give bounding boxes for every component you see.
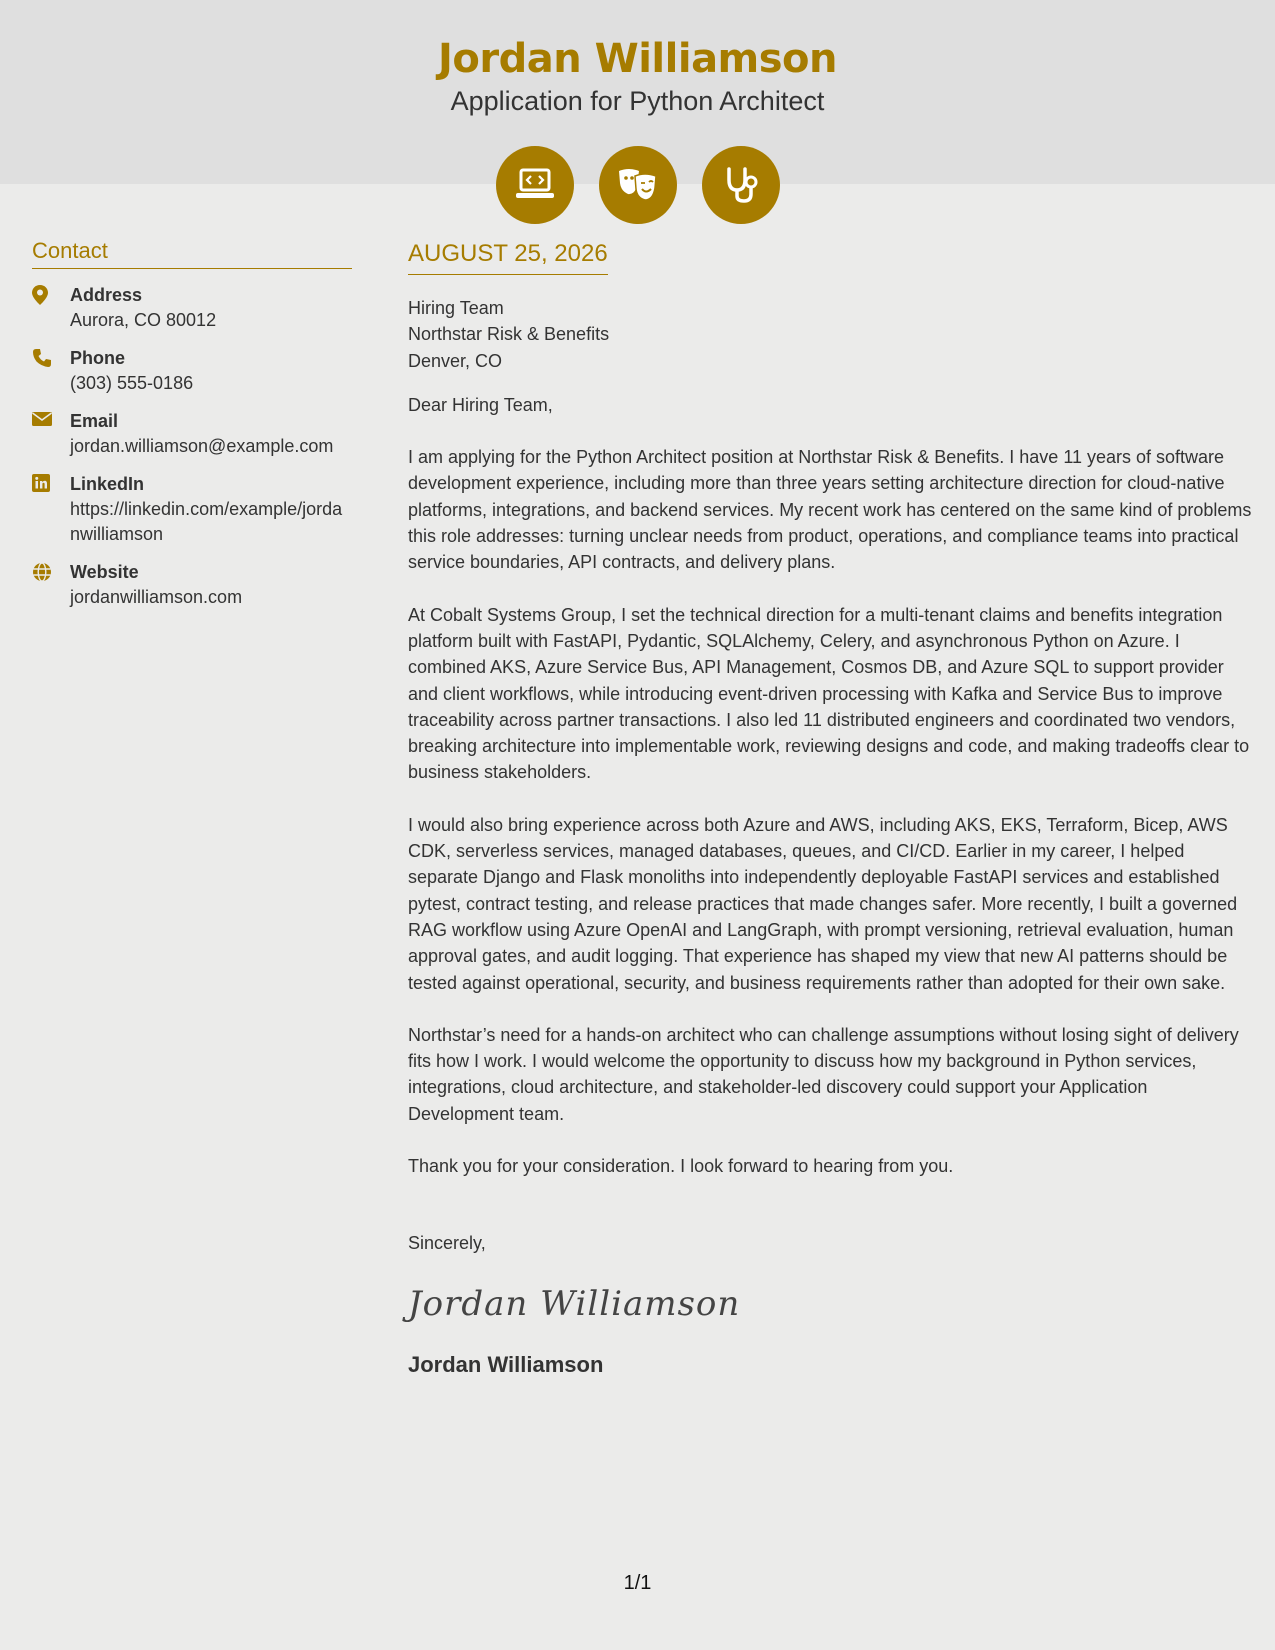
contact-title: Contact <box>32 238 352 269</box>
contact-item-email <box>32 409 352 459</box>
salutation: Dear Hiring Team, <box>408 394 553 415</box>
contact-value[interactable]: jordanwilliamson.com <box>70 587 243 607</box>
theater-masks-icon <box>599 146 677 224</box>
globe-icon <box>32 560 70 610</box>
recipient-line: Denver, CO <box>408 350 503 371</box>
letter-body <box>408 240 1253 1378</box>
recipient-line: Northstar Risk & Benefits <box>408 324 610 345</box>
closing: Sincerely, <box>408 1233 486 1254</box>
letter-paragraph: Northstar’s need for a hands-on architect who can challenge assumptions without losing sight of delivery fits how I work. I would welcome the opportunity to discuss how my background in Python services, integrations, cloud architecture, and stakeholder-led discovery could support your Application Development team. <box>408 1024 1239 1124</box>
header-icon-row <box>0 146 1275 224</box>
page-number: 1/1 <box>623 1572 652 1594</box>
contact-value: Aurora, CO 80012 <box>70 310 217 330</box>
letter-paragraph: I am applying for the Python Architect position at Northstar Risk & Benefits. I have 11 years of software development experience, including more than three years setting architecture direction for cloud-native platforms, integrations, and backend services. My recent work has centered on the same kind of problems this role addresses: turning unclear needs from product, operations, and compliance teams into practical service boundaries, API contracts, and delivery plans. <box>408 447 1252 573</box>
signer-name: Jordan Williamson <box>408 1352 604 1378</box>
contact-list <box>32 283 352 610</box>
recipient-block <box>408 295 1253 374</box>
recipient-line: Hiring Team <box>408 298 504 318</box>
contact-item-phone <box>32 346 352 396</box>
contact-label: LinkedIn <box>70 474 145 494</box>
letter-date: AUGUST 25, 2026 <box>408 240 608 275</box>
contact-value: (303) 555-0186 <box>70 373 194 393</box>
linkedin-icon <box>32 472 70 547</box>
contact-label: Phone <box>70 348 126 368</box>
contact-label: Website <box>70 562 139 582</box>
laptop-code-icon <box>496 146 574 224</box>
contact-item-linkedin <box>32 472 352 547</box>
contact-label: Address <box>70 285 143 305</box>
stethoscope-icon <box>702 146 780 224</box>
contact-item-address <box>32 283 352 333</box>
letter-paragraph: Thank you for your consideration. I look forward to hearing from you. <box>408 1156 954 1177</box>
letter-paragraph: I would also bring experience across both Azure and AWS, including AKS, EKS, Terraform, Bicep, AWS CDK, serverless services, managed databases, queues, and CI/CD. Earlier in my career, I helped separate Django and Flask monoliths into independently deployable FastAPI services and established pytest, contract testing, and release practices that made changes safer. More recently, I built a governed RAG workflow using Azure OpenAI and LangGraph, with prompt versioning, retrieval evaluation, human approval gates, and audit logging. That experience has shaped my view that new AI patterns should be tested against operational, security, and business requirements rather than adopted for their own sake. <box>408 814 1238 993</box>
application-subtitle: Application for Python Architect <box>450 86 825 116</box>
handwritten-signature: Jordan Williamson <box>408 1284 741 1325</box>
location-pin-icon <box>32 283 70 333</box>
contact-value[interactable]: https://linkedin.com/example/jordanwilliamson <box>70 499 343 544</box>
envelope-icon <box>32 409 70 459</box>
contact-sidebar <box>32 238 352 623</box>
applicant-name: Jordan Williamson <box>437 36 838 82</box>
contact-value: jordan.williamson@example.com <box>70 436 334 456</box>
contact-item-website <box>32 560 352 610</box>
phone-icon <box>32 346 70 396</box>
contact-label: Email <box>70 411 119 431</box>
letter-paragraph: At Cobalt Systems Group, I set the technical direction for a multi-tenant claims and benefits integration platform built with FastAPI, Pydantic, SQLAlchemy, Celery, and asynchronous Python on Azure. I combined AKS, Azure Service Bus, API Management, Cosmos DB, and Azure SQL to support provider and client workflows, while introducing event-driven processing with Kafka and Service Bus to improve traceability across partner transactions. I also led 11 distributed engineers and coordinated two vendors, breaking architecture into implementable work, reviewing designs and code, and making tradeoffs clear to business stakeholders. <box>408 604 1250 783</box>
